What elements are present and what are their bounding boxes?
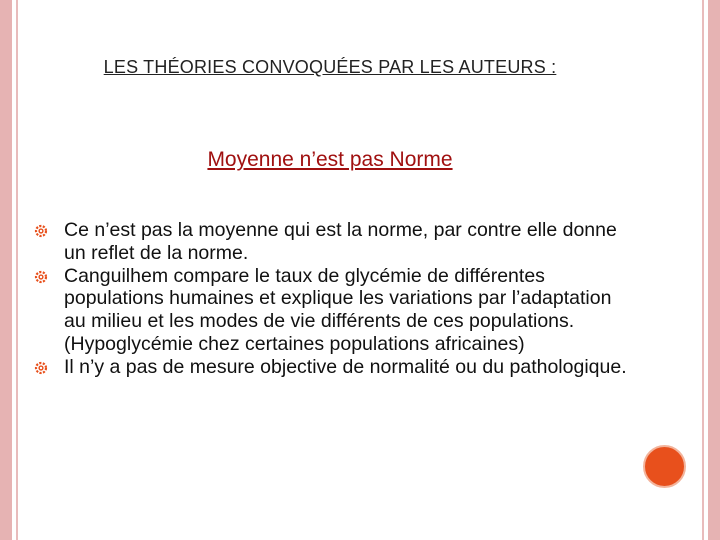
bullet-text: Canguilhem compare le taux de glycémie de différentes populations humaines et explique les variations par l’adaptation au milieu et les modes de vie différents de ces populations. (Hypoglycémie chez certaines populations africaines) xyxy=(64,264,612,355)
left-border xyxy=(0,0,12,540)
gear-icon xyxy=(34,224,48,238)
right-border xyxy=(708,0,720,540)
bullet-list xyxy=(34,219,634,379)
bullet-text: Il n’y a pas de mesure objective de normalité ou du pathologique. xyxy=(64,355,627,378)
left-border-line xyxy=(16,0,18,540)
slide-title: LES THÉORIES CONVOQUÉES PAR LES AUTEURS : xyxy=(103,57,557,77)
right-border-line xyxy=(702,0,704,540)
circle-icon xyxy=(643,445,686,488)
bullet-item xyxy=(34,219,634,265)
bullet-item xyxy=(34,265,634,356)
bullet-item xyxy=(34,356,634,379)
gear-icon xyxy=(34,361,48,375)
bullet-text: Ce n’est pas la moyenne qui est la norme, par contre elle donne un reflet de la norme. xyxy=(64,219,617,264)
gear-icon xyxy=(34,270,48,284)
slide-subtitle: Moyenne n’est pas Norme xyxy=(207,148,453,171)
